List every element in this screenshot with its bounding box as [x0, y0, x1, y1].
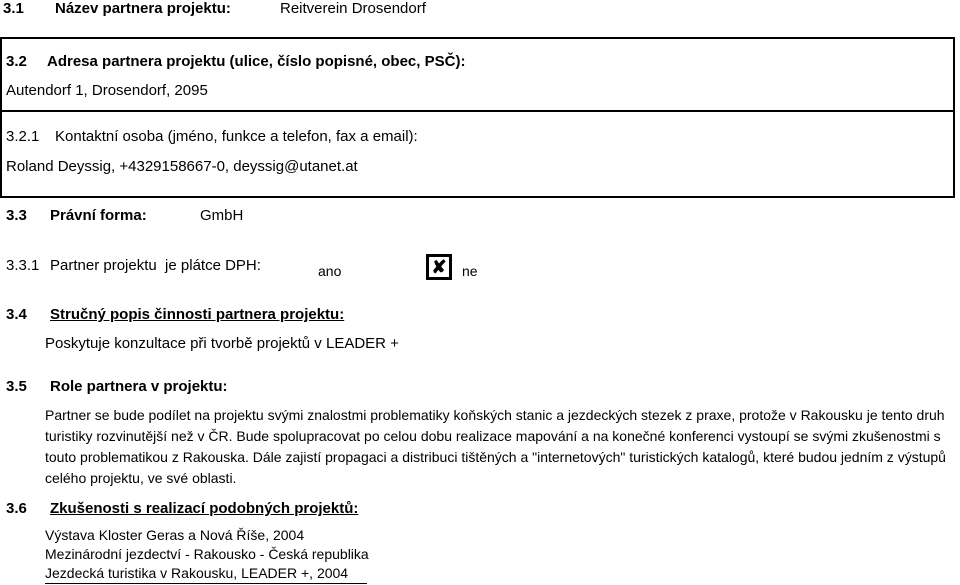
address-box-bottom-border	[0, 196, 955, 198]
section-3-3-number: 3.3	[6, 207, 27, 224]
address-box-top-border	[0, 37, 955, 39]
experience-underline	[45, 583, 367, 584]
partner-role-text: Partner se bude podílet na projektu svými znalostmi problematiky koňských stanic a jezdeckých stezek z praxe, protože v Rakousku je tento druh turistiky rozvinutější než v ČR. Bude spolupracovat po celou dobu realizace mapování a na konečné konferenci vystoupí se svými zkušenostmi s touto problematikou z Rakouska. Dále zajistí propagaci a distribuci tištěných a "internetových" turistických katalogů, které budou jedním z výstupů celého projektu, ve své oblasti.	[45, 407, 946, 486]
partner-role-label: Role partnera v projektu:	[50, 378, 228, 395]
section-3-3-1-number: 3.3.1	[6, 257, 40, 274]
address-box-right-border	[953, 37, 955, 197]
experience-item: Výstava Kloster Geras a Nová Říše, 2004	[45, 527, 305, 543]
experience-item: Mezinárodní jezdectví - Rakousko - Česká republika	[45, 546, 369, 562]
contact-person-label: Kontaktní osoba (jméno, funkce a telefon, fax a email):	[55, 128, 418, 145]
experience-item: Jezdecká turistika v Rakousku, LEADER +, 2004	[45, 565, 349, 581]
experience-label: Zkušenosti s realizací podobných projektů:	[50, 500, 359, 517]
section-divider	[0, 110, 955, 112]
section-3-2-1-number: 3.2.1	[6, 128, 40, 145]
contact-person-value: Roland Deyssig, +4329158667-0, deyssig@utanet.at	[6, 158, 358, 175]
activity-description-value: Poskytuje konzultace při tvorbě projektů v LEADER +	[45, 335, 399, 352]
vat-no-label: ne	[462, 263, 478, 279]
partner-name-value: Reitverein Drosendorf	[280, 0, 426, 17]
section-3-4-number: 3.4	[6, 306, 27, 323]
activity-description-label: Stručný popis činnosti partnera projektu:	[50, 306, 345, 323]
section-3-2-number: 3.2	[6, 53, 27, 70]
section-3-5-number: 3.5	[6, 378, 27, 395]
vat-payer-label: Partner projektu je plátce DPH:	[50, 257, 261, 274]
address-box-left-border	[0, 37, 2, 197]
legal-form-value: GmbH	[200, 207, 244, 224]
cross-mark-icon: ✘	[431, 257, 447, 277]
vat-no-checkbox[interactable]	[426, 254, 452, 280]
partner-name-label: Název partnera projektu:	[55, 0, 231, 17]
section-3-1-number: 3.1	[3, 0, 24, 17]
partner-address-label: Adresa partnera projektu (ulice, číslo popisné, obec, PSČ):	[47, 53, 466, 70]
partner-address-value: Autendorf 1, Drosendorf, 2095	[6, 82, 208, 99]
legal-form-label: Právní forma:	[50, 207, 147, 224]
section-3-6-number: 3.6	[6, 500, 27, 517]
vat-yes-label: ano	[318, 263, 342, 279]
